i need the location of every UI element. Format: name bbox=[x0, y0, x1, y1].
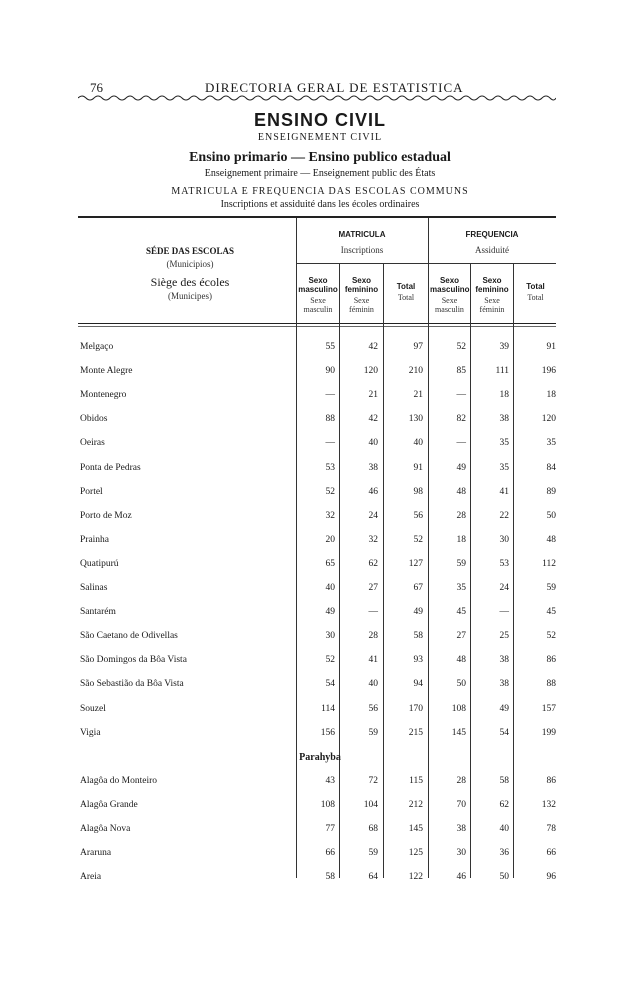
cell-value: 24 bbox=[368, 511, 378, 521]
cell-value: 114 bbox=[321, 704, 335, 714]
cell-value: 56 bbox=[368, 704, 378, 714]
municipio-name: Alagôa Grande bbox=[80, 800, 138, 810]
cell-value: 39 bbox=[499, 342, 509, 352]
cell-value: 82 bbox=[456, 414, 466, 424]
table-row bbox=[0, 776, 640, 800]
table-row bbox=[0, 511, 640, 535]
municipio-name: Obidos bbox=[80, 414, 108, 424]
cell-value: 62 bbox=[368, 559, 378, 569]
table-row bbox=[0, 679, 640, 703]
cell-value: 43 bbox=[325, 776, 335, 786]
municipio-name: Portel bbox=[80, 487, 103, 497]
cell-value: 38 bbox=[456, 824, 466, 834]
cell-value: 55 bbox=[325, 342, 335, 352]
subheader-rule bbox=[296, 263, 556, 264]
state-group-heading: Parahyba bbox=[299, 752, 341, 763]
municipio-name: Souzel bbox=[80, 704, 106, 714]
table-top-rule bbox=[78, 216, 556, 218]
cell-value: 45 bbox=[456, 607, 466, 617]
table-row bbox=[0, 728, 640, 752]
cell-value: 41 bbox=[499, 487, 509, 497]
cell-value: 52 bbox=[325, 655, 335, 665]
cell-value: 59 bbox=[456, 559, 466, 569]
municipio-name: Alagôa Nova bbox=[80, 824, 131, 834]
cell-value: 46 bbox=[368, 487, 378, 497]
municipio-name: Melgaço bbox=[80, 342, 114, 352]
cell-value: 91 bbox=[413, 463, 423, 473]
cell-value: 62 bbox=[499, 800, 509, 810]
cell-value: 86 bbox=[546, 776, 556, 786]
table-row bbox=[0, 342, 640, 366]
cell-value: 50 bbox=[546, 511, 556, 521]
cell-value: 210 bbox=[408, 366, 423, 376]
cell-value: 215 bbox=[408, 728, 423, 738]
municipio-name: São Domingos da Bôa Vista bbox=[80, 655, 187, 665]
main-title: ENSINO CIVIL bbox=[253, 110, 386, 130]
cell-value: 59 bbox=[368, 848, 378, 858]
cell-value: 48 bbox=[456, 487, 466, 497]
table-row bbox=[0, 487, 640, 511]
header-total-frequencia: Total Total bbox=[526, 282, 545, 302]
cell-value: 132 bbox=[541, 800, 556, 810]
table-row bbox=[0, 704, 640, 728]
cell-value: 38 bbox=[499, 655, 509, 665]
cell-value: 32 bbox=[368, 535, 378, 545]
cell-value: 40 bbox=[499, 824, 509, 834]
header-total-matricula: Total Total bbox=[396, 282, 416, 302]
cell-value: 52 bbox=[546, 631, 556, 641]
cell-value: 42 bbox=[368, 342, 378, 352]
header-fem-frequencia: Sexo feminino Sexe féminin bbox=[475, 276, 509, 314]
header-bottom-rule bbox=[78, 323, 556, 324]
table-row bbox=[0, 463, 640, 487]
table-title: MATRICULA E FREQUENCIA DAS ESCOLAS COMMUNS bbox=[171, 186, 469, 197]
cell-value: 145 bbox=[408, 824, 423, 834]
cell-value: 122 bbox=[408, 872, 423, 882]
cell-value: 58 bbox=[325, 872, 335, 882]
cell-value: — bbox=[456, 438, 466, 448]
cell-value: 125 bbox=[408, 848, 423, 858]
cell-value: 67 bbox=[413, 583, 423, 593]
header-bottom-rule-2 bbox=[78, 326, 556, 327]
municipio-name: Areia bbox=[80, 872, 102, 882]
cell-value: 115 bbox=[409, 776, 423, 786]
cell-value: 30 bbox=[499, 535, 509, 545]
cell-value: 112 bbox=[542, 559, 556, 569]
cell-value: 111 bbox=[495, 366, 509, 376]
cell-value: 85 bbox=[456, 366, 466, 376]
cell-value: 54 bbox=[499, 728, 509, 738]
cell-value: 21 bbox=[413, 390, 423, 400]
cell-value: 64 bbox=[368, 872, 378, 882]
table-row bbox=[0, 390, 640, 414]
cell-value: 196 bbox=[541, 366, 556, 376]
table-title-fr: Inscriptions et assiduité dans les écoles ordinaires bbox=[220, 199, 420, 210]
table-row bbox=[0, 800, 640, 824]
municipio-name: Vigia bbox=[80, 728, 101, 738]
cell-value: 68 bbox=[368, 824, 378, 834]
header-fem-matricula: Sexo feminino Sexe féminin bbox=[344, 276, 379, 314]
section-title-fr: Enseignement primaire — Enseignement public des États bbox=[204, 168, 436, 179]
cell-value: 88 bbox=[546, 679, 556, 689]
cell-value: 145 bbox=[451, 728, 466, 738]
cell-value: 41 bbox=[368, 655, 378, 665]
header-masc-matricula: Sexo masculino Sexe masculin bbox=[298, 276, 338, 314]
cell-value: 90 bbox=[325, 366, 335, 376]
cell-value: 59 bbox=[546, 583, 556, 593]
header-frequencia: FREQUENCIA bbox=[465, 230, 519, 239]
cell-value: 28 bbox=[368, 631, 378, 641]
cell-value: 18 bbox=[456, 535, 466, 545]
municipio-name: Alagôa do Monteiro bbox=[80, 776, 158, 786]
cell-value: 21 bbox=[368, 390, 378, 400]
municipio-name: São Caetano de Odivellas bbox=[80, 631, 178, 641]
cell-value: 35 bbox=[546, 438, 556, 448]
cell-value: 49 bbox=[325, 607, 335, 617]
table-row bbox=[0, 366, 640, 390]
running-title: DIRECTORIA GERAL DE ESTATISTICA bbox=[205, 80, 464, 95]
cell-value: 36 bbox=[499, 848, 509, 858]
cell-value: 28 bbox=[456, 511, 466, 521]
cell-value: 40 bbox=[368, 679, 378, 689]
table-row bbox=[0, 872, 640, 896]
cell-value: 98 bbox=[413, 487, 423, 497]
cell-value: 35 bbox=[499, 463, 509, 473]
cell-value: 40 bbox=[368, 438, 378, 448]
main-title-fr: ENSEIGNEMENT CIVIL bbox=[257, 132, 383, 143]
cell-value: 35 bbox=[499, 438, 509, 448]
cell-value: 27 bbox=[368, 583, 378, 593]
cell-value: 108 bbox=[451, 704, 466, 714]
cell-value: 24 bbox=[499, 583, 509, 593]
table-row bbox=[0, 535, 640, 559]
municipio-name: Oeiras bbox=[80, 438, 105, 448]
cell-value: 53 bbox=[325, 463, 335, 473]
cell-value: 72 bbox=[368, 776, 378, 786]
municipio-name: Montenegro bbox=[80, 390, 127, 400]
cell-value: 157 bbox=[541, 704, 556, 714]
cell-value: 58 bbox=[413, 631, 423, 641]
header-matricula: MATRICULA bbox=[338, 230, 386, 239]
cell-value: 84 bbox=[546, 463, 556, 473]
header-matricula-fr: Inscriptions bbox=[340, 245, 384, 255]
table-row bbox=[0, 438, 640, 462]
cell-value: 22 bbox=[499, 511, 509, 521]
header-sede-fr: Siège des écoles bbox=[150, 275, 230, 289]
wavy-rule bbox=[78, 94, 556, 102]
table-row bbox=[0, 824, 640, 848]
cell-value: 38 bbox=[499, 414, 509, 424]
header-sede-sub: (Municipios) bbox=[166, 259, 214, 269]
cell-value: 78 bbox=[546, 824, 556, 834]
table-row bbox=[0, 414, 640, 438]
cell-value: 49 bbox=[456, 463, 466, 473]
cell-value: 66 bbox=[325, 848, 335, 858]
cell-value: 59 bbox=[368, 728, 378, 738]
cell-value: — bbox=[499, 607, 509, 617]
cell-value: 97 bbox=[413, 342, 423, 352]
cell-value: 48 bbox=[456, 655, 466, 665]
cell-value: 40 bbox=[325, 583, 335, 593]
cell-value: — bbox=[368, 607, 378, 617]
municipio-name: Araruna bbox=[80, 848, 112, 858]
municipio-name: Quatipurú bbox=[80, 559, 119, 569]
cell-value: 30 bbox=[456, 848, 466, 858]
cell-value: 25 bbox=[499, 631, 509, 641]
cell-value: 56 bbox=[413, 511, 423, 521]
cell-value: 52 bbox=[413, 535, 423, 545]
table-row bbox=[0, 583, 640, 607]
cell-value: 40 bbox=[413, 438, 423, 448]
table-row bbox=[0, 848, 640, 872]
cell-value: 38 bbox=[368, 463, 378, 473]
cell-value: 88 bbox=[325, 414, 335, 424]
table-row bbox=[0, 559, 640, 583]
page-number: 76 bbox=[90, 80, 103, 95]
cell-value: 52 bbox=[456, 342, 466, 352]
cell-value: 156 bbox=[320, 728, 335, 738]
cell-value: 18 bbox=[546, 390, 556, 400]
cell-value: 54 bbox=[325, 679, 335, 689]
cell-value: 120 bbox=[541, 414, 556, 424]
municipio-name: Porto de Moz bbox=[80, 511, 132, 521]
cell-value: 53 bbox=[499, 559, 509, 569]
cell-value: 120 bbox=[363, 366, 378, 376]
section-title: Ensino primario — Ensino publico estadual bbox=[189, 150, 451, 165]
cell-value: 18 bbox=[499, 390, 509, 400]
cell-value: 70 bbox=[456, 800, 466, 810]
cell-value: 30 bbox=[325, 631, 335, 641]
municipio-name: Salinas bbox=[80, 583, 108, 593]
header-masc-frequencia: Sexo masculino Sexe masculin bbox=[430, 276, 470, 314]
cell-value: 45 bbox=[546, 607, 556, 617]
cell-value: 86 bbox=[546, 655, 556, 665]
header-frequencia-fr: Assiduité bbox=[474, 245, 509, 255]
cell-value: 104 bbox=[363, 800, 378, 810]
cell-value: 91 bbox=[546, 342, 556, 352]
table-row bbox=[0, 655, 640, 679]
cell-value: 58 bbox=[499, 776, 509, 786]
cell-value: 212 bbox=[408, 800, 423, 810]
cell-value: 50 bbox=[499, 872, 509, 882]
cell-value: 28 bbox=[456, 776, 466, 786]
table-row bbox=[0, 631, 640, 655]
cell-value: 93 bbox=[413, 655, 423, 665]
cell-value: 32 bbox=[325, 511, 335, 521]
municipio-name: Santarém bbox=[80, 607, 116, 617]
header-sede-fr-sub: (Municipes) bbox=[168, 291, 212, 301]
cell-value: 96 bbox=[546, 872, 556, 882]
cell-value: 49 bbox=[499, 704, 509, 714]
municipio-name: Ponta de Pedras bbox=[80, 463, 141, 473]
cell-value: 170 bbox=[408, 704, 423, 714]
cell-value: — bbox=[325, 390, 335, 400]
cell-value: 49 bbox=[413, 607, 423, 617]
cell-value: 50 bbox=[456, 679, 466, 689]
cell-value: 65 bbox=[325, 559, 335, 569]
cell-value: 199 bbox=[541, 728, 556, 738]
cell-value: 48 bbox=[546, 535, 556, 545]
cell-value: 130 bbox=[408, 414, 423, 424]
cell-value: — bbox=[325, 438, 335, 448]
cell-value: 38 bbox=[499, 679, 509, 689]
municipio-name: Prainha bbox=[80, 535, 110, 545]
cell-value: — bbox=[456, 390, 466, 400]
cell-value: 20 bbox=[325, 535, 335, 545]
cell-value: 35 bbox=[456, 583, 466, 593]
cell-value: 27 bbox=[456, 631, 466, 641]
cell-value: 127 bbox=[408, 559, 423, 569]
cell-value: 52 bbox=[325, 487, 335, 497]
table-row bbox=[0, 607, 640, 631]
cell-value: 66 bbox=[546, 848, 556, 858]
municipio-name: Monte Alegre bbox=[80, 366, 133, 376]
cell-value: 42 bbox=[368, 414, 378, 424]
cell-value: 46 bbox=[456, 872, 466, 882]
header-sede: SÉDE DAS ESCOLAS bbox=[145, 246, 235, 256]
municipio-name: São Sebastião da Bôa Vista bbox=[80, 679, 184, 689]
cell-value: 108 bbox=[320, 800, 335, 810]
cell-value: 89 bbox=[546, 487, 556, 497]
cell-value: 77 bbox=[325, 824, 335, 834]
cell-value: 94 bbox=[413, 679, 423, 689]
